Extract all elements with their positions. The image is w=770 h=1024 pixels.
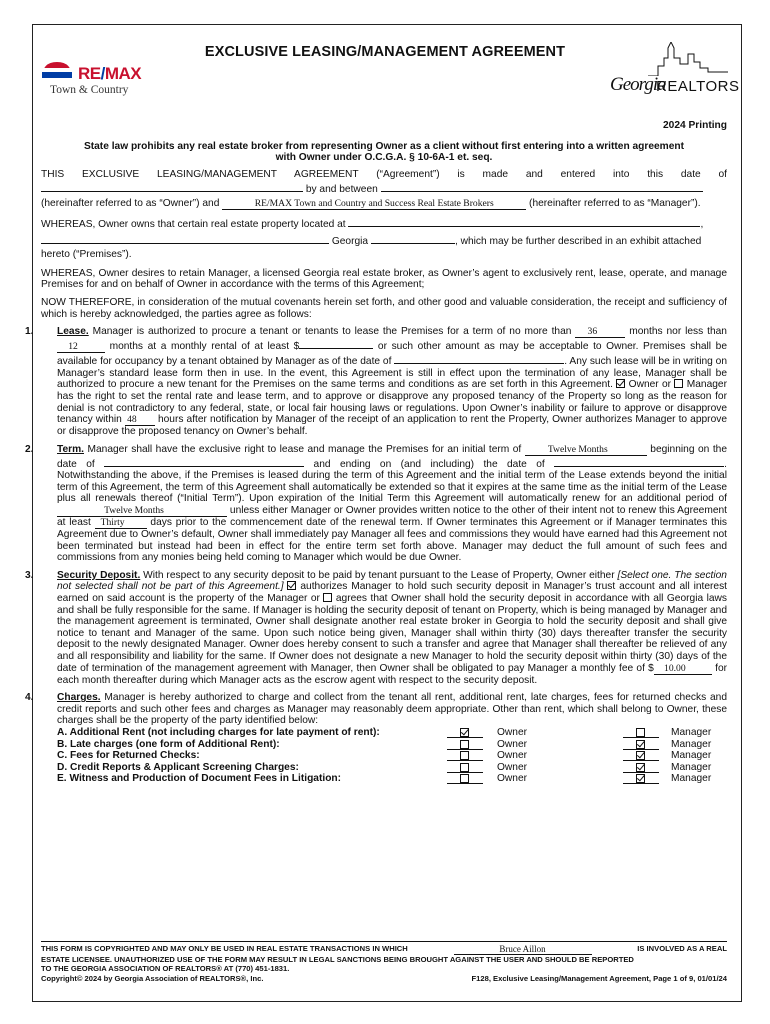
hot-air-balloon-icon	[40, 60, 74, 80]
notice-line-1: State law prohibits any real estate broker from representing Owner as a client without first entering into a written agreement	[83, 140, 685, 152]
charge-a-owner-checkbox[interactable]	[460, 728, 469, 737]
printing-year: 2024 Printing	[663, 120, 727, 131]
section-security-deposit: 3. Security Deposit. With respect to any security deposit to be paid by tenant pursuant to the Lease of Property, Owner either [Select one. The section not selected shall not be part of this Agreement.] authorizes Manager to hold such security deposit in Manager’s trust account and all interest earned on said account is the property of the Manager or agrees that Owner shall hold the security deposit in accordance with all Georgia laws and shall be fully responsible for the same. If Manager is holding the security deposit of tenant on Property, which is being managed by Manager and the management agreement is terminated, Owner shall designate another real estate broker in Georgia to hold the security deposit and shall give notice to tenant and Manager of the same. Upon such notice being given, Manager shall within thirty (30) days thereafter transfer the security deposit to the newly designated Manager. Owner does hereby consent to such a transfer and agree that Manager shall thereafter be relieved of any and all responsibility and liability for the same. If Owner does not designate a new Manager to hold the security deposit within thirty (30) days of the date of termination of the management agreement with Manager, then Owner shall be obligated to pay Manager a monthly fee of $ 10.00 for each month thereafter during which Manager acts as the escrow agent with respect to the security deposit.	[25, 569, 727, 686]
section-term: 2. Term. Manager shall have the exclusive right to lease and manage the Premises for an initial term of Twelve Months beginning on the date of and ending on (and including) the date of . Notwithstanding the above, if the Premises is leased during the term of this Agreement and the initial term of the Lease extends beyond the initial term of this Agreement, the term of this Agreement shall automatically be extended so that it expires at the same time as the initial term of the Lease plus all renewals thereof (“Initial Term”). Upon expiration of the Initial Term this Agreement will automatically renew for an additional period of Twelve Months unless either Manager or Owner provides written notice to the other of their intent not to renew this Agreement at least Thirty days prior to the commencement date of the renewal term. If Owner terminates this Agreement or if Manager terminates this Agreement due to Owner’s default, Owner shall immediately pay Manager all fees and commissions they would have earned had this Agreement not been terminated but instead had been in effect for the entire term set forth above. Manager may deduct the full amount of such fees and commissions from any monies being held coming to Manager which would be due Owner.	[25, 443, 727, 564]
charge-row: E. Witness and Production of Document Fees in Litigation: Owner Manager	[57, 773, 712, 785]
footer-line-2: ESTATE LICENSEE. UNAUTHORIZED USE OF THE FORM MAY RESULT IN LEGAL SANCTIONS BEING BROUGHT AGAINST THE USER AND SHOULD BE REPORTED	[41, 955, 634, 964]
intro-line-3: (hereinafter referred to as “Owner”) and RE/MAX Town and Country and Success Real Estate Brokers (hereinafter referred to as “Manager”).	[41, 197, 701, 209]
charge-b-manager-checkbox[interactable]	[636, 740, 645, 749]
address-line-2-field[interactable]	[41, 233, 329, 244]
charge-d-owner-checkbox[interactable]	[460, 763, 469, 772]
form-id: F128, Exclusive Leasing/Management Agreement, Page 1 of 9, 01/01/24	[471, 973, 727, 983]
max-months-field[interactable]: 36	[575, 327, 625, 338]
charge-e-owner-checkbox[interactable]	[460, 774, 469, 783]
charge-row: A. Additional Rent (not including charges for late payment of rent): Owner Manager	[57, 726, 712, 738]
footer	[41, 944, 727, 983]
copyright: Copyright© 2024 by Georgia Association of REALTORS®, Inc.	[41, 973, 264, 983]
charge-d-manager-checkbox[interactable]	[636, 763, 645, 772]
intro-line-4: WHEREAS, Owner owns that certain real estate property located at ,	[41, 216, 727, 231]
manager-holds-deposit-checkbox[interactable]	[287, 581, 296, 590]
term-end-date-field[interactable]	[554, 456, 724, 467]
min-months-field[interactable]: 12	[57, 342, 105, 353]
property-address-field[interactable]	[348, 216, 700, 227]
monthly-rent-field[interactable]	[299, 338, 373, 349]
charges-table	[41, 727, 727, 785]
licensee-field[interactable]: Bruce Aillon	[454, 944, 592, 955]
remax-logo	[38, 54, 148, 100]
now-therefore-paragraph: NOW THEREFORE, in consideration of the mutual covenants herein set forth, and other good and valuable consideration, the receipt and sufficiency of which is hereby acknowledged, the parties agree as follows:	[41, 296, 727, 320]
whereas-paragraph: WHEREAS, Owner desires to retain Manager, a licensed Georgia real estate broker, as Owner’s agent to exclusively rent, lease, operate, and manage Premises for and on behalf of Owner in accordance with the terms of this Agreement;	[41, 267, 727, 291]
footer-line-3: TO THE GEORGIA ASSOCIATION OF REALTORS® AT (770) 451-1831.	[41, 964, 290, 974]
georgia-realtors-logo	[608, 40, 738, 104]
document-body	[25, 120, 727, 785]
remax-wordmark: RE/MAX	[78, 64, 142, 83]
intro-line-2: by and between	[41, 181, 727, 196]
manager-name-field[interactable]: RE/MAX Town and Country and Success Real Estate Brokers	[222, 199, 526, 210]
monthly-fee-field[interactable]: 10.00	[654, 664, 712, 675]
owner-checkbox[interactable]	[616, 379, 625, 388]
charges-heading: Charges.	[57, 692, 101, 704]
charge-a-manager-checkbox[interactable]	[636, 728, 645, 737]
lease-heading: Lease.	[57, 326, 89, 338]
page-title: EXCLUSIVE LEASING/MANAGEMENT AGREEMENT	[204, 44, 566, 60]
charge-c-owner-checkbox[interactable]	[460, 751, 469, 760]
security-deposit-heading: Security Deposit.	[57, 569, 141, 581]
intro-line-6: hereto (“Premises”).	[41, 249, 132, 261]
intro-line-5: Georgia , which may be further described in an exhibit attached	[41, 233, 727, 248]
remax-office-name: Town & Country	[50, 84, 129, 96]
hours-field[interactable]: 48	[125, 415, 155, 426]
section-charges: 4. Charges. Manager is hereby authorized to charge and collect from the tenant all rent, additional rent, late charges, fees for returned checks and credit reports and such other fees and charges as Manager may reasonably deem appropriate. Other than rent, which shall belong to Owner, these charges shall be the property of the party identified below:	[25, 692, 727, 727]
logo-script: Georgia	[610, 74, 666, 95]
charge-c-manager-checkbox[interactable]	[636, 751, 645, 760]
manager-checkbox[interactable]	[674, 379, 683, 388]
charge-e-manager-checkbox[interactable]	[636, 774, 645, 783]
logo-realtors: REALTORS	[656, 78, 740, 95]
charge-row: D. Credit Reports & Applicant Screening Charges: Owner Manager	[57, 761, 712, 773]
owner-name-field[interactable]	[381, 181, 703, 192]
zip-field[interactable]	[371, 233, 455, 244]
initial-term-field[interactable]: Twelve Months	[525, 445, 647, 456]
footer-line-4	[41, 974, 727, 983]
footer-line-1: THIS FORM IS COPYRIGHTED AND MAY ONLY BE USED IN REAL ESTATE TRANSACTIONS IN WHICH Bruce Aillon IS INVOLVED AS A REAL	[41, 944, 727, 954]
owner-holds-deposit-checkbox[interactable]	[323, 593, 332, 602]
charge-row: B. Late charges (one form of Additional Rent): Owner Manager	[57, 738, 712, 750]
intro-line-1: THIS EXCLUSIVE LEASING/MANAGEMENT AGREEMENT (“Agreement”) is made and entered into this date of	[41, 168, 727, 180]
header	[0, 0, 770, 110]
skyline-icon	[648, 42, 728, 76]
date-field[interactable]	[41, 181, 303, 192]
charge-b-owner-checkbox[interactable]	[460, 740, 469, 749]
availability-date-field[interactable]	[394, 353, 564, 364]
notice-line-2: with Owner under O.C.G.A. § 10-6A-1 et. seq.	[275, 152, 493, 164]
term-heading: Term.	[57, 443, 84, 455]
notice-days-field[interactable]: Thirty	[95, 518, 147, 529]
section-lease: 1. Lease. Manager is authorized to procure a tenant or tenants to lease the Premises for a term of no more than 36 months nor less than 12 months at a monthly rental of at least $ or such other amount as may be acceptable to Owner. Premises shall be available for occupancy by a tenant obtained by Manager as of the date of . Any such lease will be in writing on Manager’s standard lease form then in use. In the event, this Agreement is still in effect upon the termination of any lease, Manager shall be authorized to procure a new tenant for the Premises on the same terms and conditions as are set forth in this Agreement. Owner or Manager has the right to set the rental rate and lease term, and to approve or disapprove any proposed tenancy of the Property so long as the reason for denial is not contradictory to any federal, state, or local fair housing laws or regulations. Upon Owner’s inability or failure to approve or disapprove tenancy within 48 hours after notification by Manager of the receipt of an application to rent the Property, Owner authorizes Manager to approve or disapprove the proposed tenancy on Owner’s behalf.	[25, 326, 727, 438]
footer-divider	[41, 941, 727, 942]
term-begin-date-field[interactable]	[104, 456, 304, 467]
charge-row: C. Fees for Returned Checks: Owner Manager	[57, 750, 712, 762]
renewal-period-field[interactable]: Twelve Months	[57, 506, 227, 517]
